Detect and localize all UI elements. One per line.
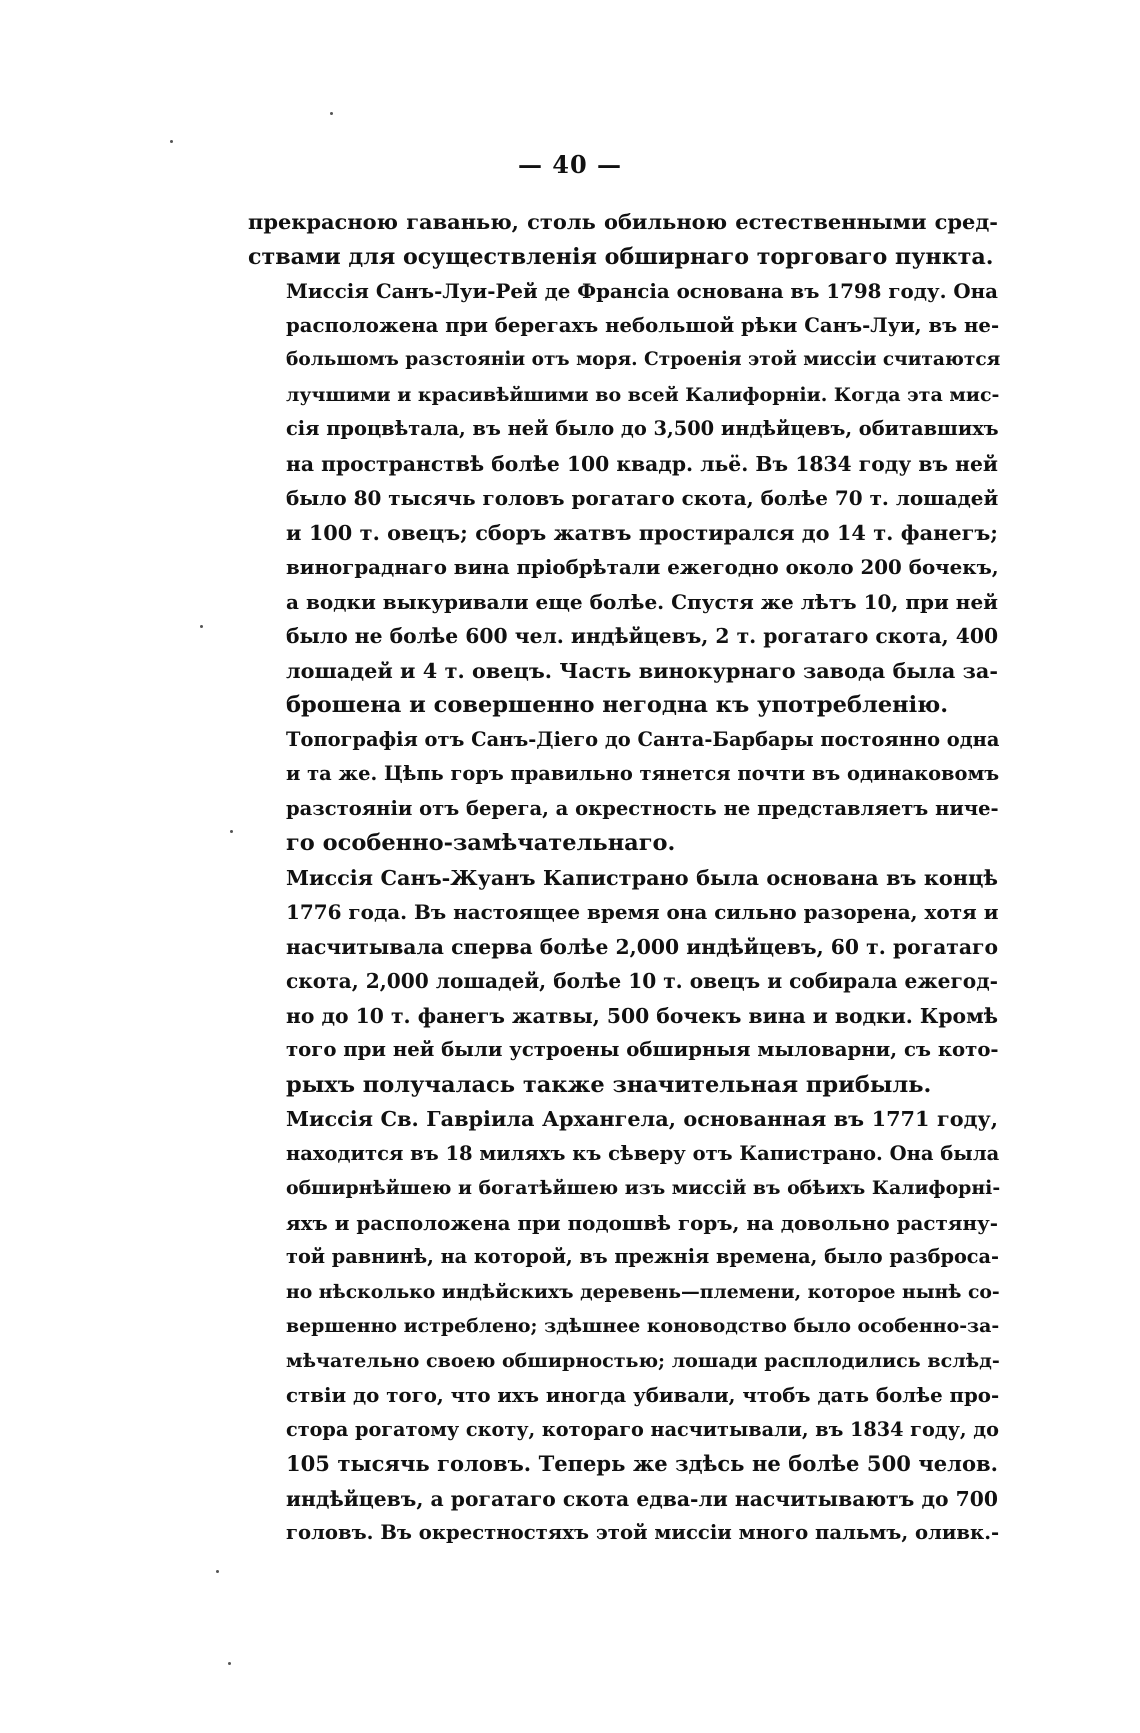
paragraph bbox=[248, 723, 998, 861]
text-line: находится въ 18 миляхъ къ сѣверу отъ Капистрано. Она была bbox=[286, 1141, 1000, 1165]
text-line: Миссія Санъ-Жуанъ Капистрано была основана въ концѣ bbox=[286, 864, 998, 890]
text-line: и 100 т. овецъ; сборъ жатвъ простирался до 14 т. фанегъ; bbox=[286, 519, 998, 545]
text-line: скота, 2,000 лошадей, болѣе 10 т. овецъ и собирала ежегод- bbox=[286, 969, 998, 993]
paragraph bbox=[248, 861, 998, 1103]
text-line: винограднаго вина пріобрѣтали ежегодно около 200 бочекъ, bbox=[286, 555, 999, 579]
scan-speck bbox=[230, 830, 233, 833]
text-line: рыхъ получалась также значительная прибыль. bbox=[286, 1071, 932, 1098]
text-line: мѣчательно своею обширностью; лошади расплодились вслѣд- bbox=[286, 1349, 1000, 1372]
text-line: Топографія отъ Санъ-Діего до Санта-Барбары постоянно одна bbox=[286, 727, 1000, 751]
scan-speck bbox=[330, 112, 333, 115]
page-number: — 40 — bbox=[517, 150, 623, 179]
body-text bbox=[248, 205, 1001, 1551]
text-line: разстояніи отъ берега, а окрестность не представляетъ ниче- bbox=[286, 796, 999, 820]
paragraph bbox=[248, 1102, 1001, 1551]
text-line: было 80 тысячь головъ рогатаго скота, болѣе 70 т. лошадей bbox=[286, 486, 999, 510]
text-line: но нѣсколько индѣйскихъ деревень—племени, которое нынѣ со- bbox=[286, 1280, 1000, 1303]
scan-speck bbox=[170, 140, 173, 143]
text-line: сія процвѣтала, въ ней было до 3,500 индѣйцевъ, обитавшихъ bbox=[286, 417, 999, 440]
text-line: яхъ и расположена при подошвѣ горъ, на довольно растяну- bbox=[286, 1210, 998, 1235]
text-line: Миссія Санъ-Луи-Рей де Франсіа основана въ 1798 году. Она bbox=[286, 279, 998, 303]
text-line: но до 10 т. фанегъ жатвы, 500 бочекъ вина и водки. Кромѣ bbox=[286, 1003, 998, 1028]
text-line: 1776 года. Въ настоящее время она сильно разорена, хотя и bbox=[286, 900, 999, 924]
text-line: го особенно-замѣчательнаго. bbox=[286, 830, 676, 856]
text-line: ствіи до того, что ихъ иногда убивали, чтобъ дать болѣе про- bbox=[286, 1383, 1000, 1407]
scan-speck bbox=[200, 625, 203, 628]
text-line: той равнинѣ, на которой, въ прежнія времена, было разброса- bbox=[286, 1245, 999, 1268]
text-line: того при ней были устроены обширныя мыловарни, съ кото- bbox=[286, 1038, 999, 1061]
text-line: было не болѣе 600 чел. индѣйцевъ, 2 т. рогатаго скота, 400 bbox=[286, 624, 999, 648]
text-line: а водки выкуривали еще болѣе. Спустя же лѣтъ 10, при ней bbox=[286, 589, 998, 614]
paragraph bbox=[248, 274, 1001, 723]
text-line: головъ. Въ окрестностяхъ этой миссіи много пальмъ, оливк.- bbox=[286, 1521, 1000, 1544]
scan-speck bbox=[216, 1570, 219, 1573]
text-line: лучшими и красивѣйшими во всей Калифорніи. Когда эта мис- bbox=[286, 383, 1000, 406]
text-line: расположена при берегахъ небольшой рѣки Санъ-Луи, въ не- bbox=[286, 313, 1000, 337]
text-line: стора рогатому скоту, котораго насчитывали, въ 1834 году, до bbox=[286, 1417, 999, 1441]
paragraph bbox=[248, 205, 998, 274]
text-line: Миссія Св. Гавріила Архангела, основанная въ 1771 году, bbox=[286, 1106, 998, 1131]
scan-speck bbox=[228, 1662, 231, 1665]
text-line: 105 тысячь головъ. Теперь же здѣсь не болѣе 500 челов. bbox=[286, 1451, 998, 1476]
text-line: и та же. Цѣпь горъ правильно тянется почти въ одинаковомъ bbox=[286, 762, 1000, 785]
text-line: индѣйцевъ, а рогатаго скота едва-ли насчитываютъ до 700 bbox=[286, 1486, 998, 1511]
text-line: большомъ разстояніи отъ моря. Строенія этой миссіи считаются bbox=[286, 349, 1001, 370]
text-line: ствами для осуществленія обширнаго торговаго пункта. bbox=[248, 243, 994, 270]
text-line: насчитывала сперва болѣе 2,000 индѣйцевъ, 60 т. рогатаго bbox=[286, 934, 998, 959]
text-line: брошена и совершенно негодна къ употребленію. bbox=[286, 692, 949, 718]
text-line: лошадей и 4 т. овецъ. Часть винокурнаго завода была за- bbox=[286, 657, 998, 683]
text-line: на пространствѣ болѣе 100 квадр. льё. Въ 1834 году въ ней bbox=[286, 451, 998, 476]
text-line: прекрасною гаванью, столь обильною естественными сред- bbox=[248, 209, 998, 234]
text-line: обширнѣйшею и богатѣйшею изъ миссій въ обѣихъ Калифорні- bbox=[286, 1177, 1001, 1199]
text-line: вершенно истреблено; здѣшнее коноводство было особенно-за- bbox=[286, 1315, 1000, 1337]
